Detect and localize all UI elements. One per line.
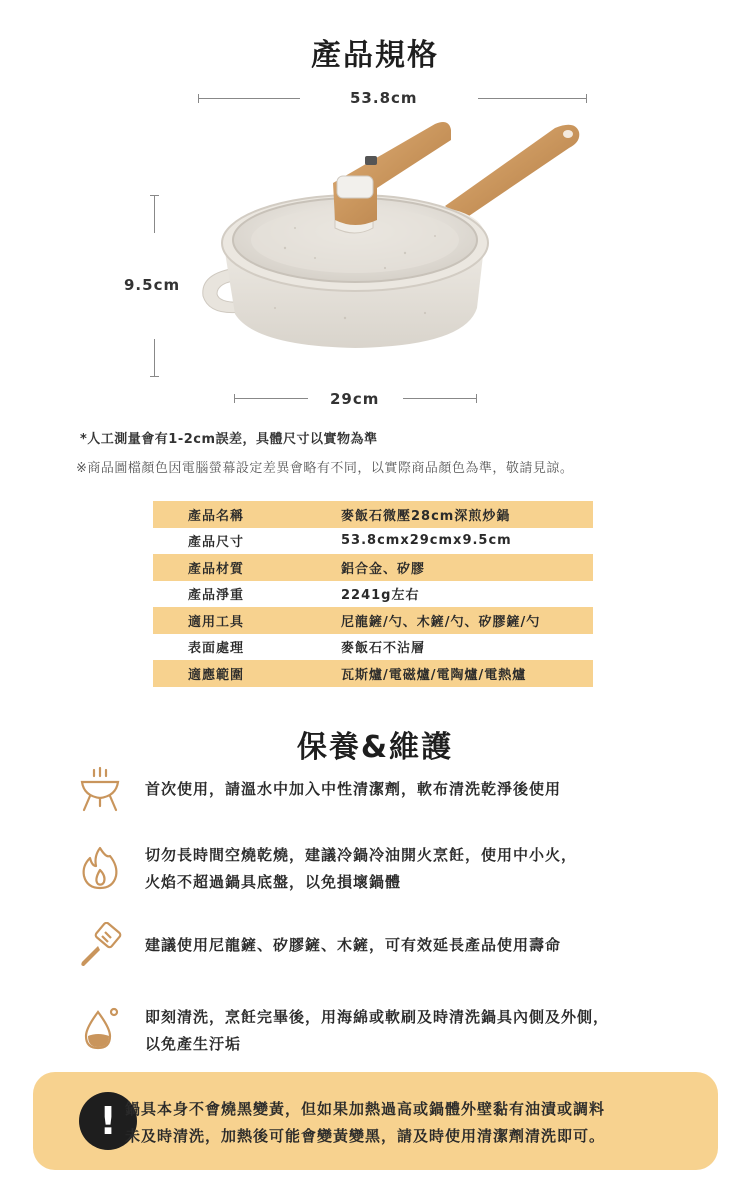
spec-key: 表面處理 bbox=[188, 641, 245, 657]
spec-table bbox=[153, 501, 593, 687]
care-line: 以免產生汙垢 bbox=[145, 1035, 242, 1053]
color-note: ※商品圖檔顏色因電腦螢幕設定差異會略有不同，以實際商品顏色為準，敬請見諒。 bbox=[76, 461, 574, 476]
care-text bbox=[145, 932, 561, 959]
spec-key: 適應範圍 bbox=[188, 667, 245, 683]
care-line: 即刻清洗，烹飪完畢後，用海綿或軟刷及時清洗鍋具內側及外側， bbox=[145, 1008, 610, 1026]
pan-handle bbox=[445, 125, 579, 220]
water-drop-icon bbox=[76, 1004, 124, 1052]
spec-key: 產品淨重 bbox=[188, 588, 245, 604]
spec-value: 麥飯石不沾層 bbox=[341, 641, 426, 657]
spec-row bbox=[153, 554, 593, 581]
height-line-top bbox=[154, 195, 155, 233]
warning-box bbox=[33, 1072, 718, 1170]
height-tick-bottom bbox=[150, 376, 159, 377]
spec-key: 適用工具 bbox=[188, 614, 245, 630]
warning-line: 鍋具本身不會燒黑變黃，但如果加熱過高或鍋體外壁黏有油漬或調料 bbox=[125, 1100, 606, 1118]
diameter-label: 29cm bbox=[330, 390, 380, 408]
care-line: 首次使用，請溫水中加入中性清潔劑，軟布清洗乾淨後使用 bbox=[145, 780, 562, 798]
care-line: 建議使用尼龍鏟、矽膠鏟、木鏟，可有效延長產品使用壽命 bbox=[145, 936, 562, 954]
spec-key: 產品名稱 bbox=[188, 508, 245, 524]
warning-line: 未及時清洗，加熱後可能會變黃變黑，請及時使用清潔劑清洗即可。 bbox=[125, 1127, 606, 1145]
spec-value: 2241g左右 bbox=[341, 588, 420, 604]
diameter-line-left bbox=[234, 398, 308, 399]
spec-row bbox=[153, 501, 593, 528]
pan-illustration bbox=[195, 118, 590, 358]
spec-value: 53.8cmx29cmx9.5cm bbox=[341, 533, 512, 549]
flame-icon bbox=[76, 844, 124, 892]
care-title: 保養&維護 bbox=[296, 730, 454, 765]
care-line: 切勿長時間空燒乾燒，建議冷鍋冷油開火烹飪，使用中小火， bbox=[145, 846, 578, 864]
spec-title: 產品規格 bbox=[311, 38, 439, 73]
spec-row bbox=[153, 581, 593, 608]
width-label: 53.8cm bbox=[350, 89, 418, 107]
warning-text bbox=[125, 1096, 605, 1150]
spec-row bbox=[153, 634, 593, 661]
stove-icon bbox=[76, 766, 124, 814]
spec-key: 產品材質 bbox=[188, 561, 245, 577]
width-line-right bbox=[478, 98, 586, 99]
spec-value: 鋁合金、矽膠 bbox=[341, 561, 426, 577]
width-tick-right bbox=[586, 94, 587, 103]
height-line-bottom bbox=[154, 339, 155, 376]
height-label: 9.5cm bbox=[124, 276, 181, 294]
spec-row bbox=[153, 607, 593, 634]
warning-icon: ! bbox=[79, 1092, 137, 1150]
care-text bbox=[145, 776, 561, 803]
care-text bbox=[145, 1004, 609, 1058]
spec-value: 瓦斯爐/電磁爐/電陶爐/電熱爐 bbox=[341, 667, 527, 683]
measurement-note: *人工測量會有1-2cm誤差，具體尺寸以實物為準 bbox=[80, 432, 378, 447]
care-text bbox=[145, 842, 577, 896]
diameter-line-right bbox=[403, 398, 476, 399]
width-line-left bbox=[198, 98, 300, 99]
spec-key: 產品尺寸 bbox=[188, 535, 245, 551]
spec-row bbox=[153, 660, 593, 687]
spec-value: 尼龍鏟/勺、木鏟/勺、矽膠鏟/勺 bbox=[341, 614, 541, 630]
spatula-icon bbox=[76, 922, 124, 970]
spec-row bbox=[153, 528, 593, 555]
spec-value: 麥飯石微壓28cm深煎炒鍋 bbox=[341, 508, 511, 524]
care-line: 火焰不超過鍋具底盤，以免損壞鍋體 bbox=[145, 873, 402, 891]
diameter-tick-right bbox=[476, 394, 477, 403]
